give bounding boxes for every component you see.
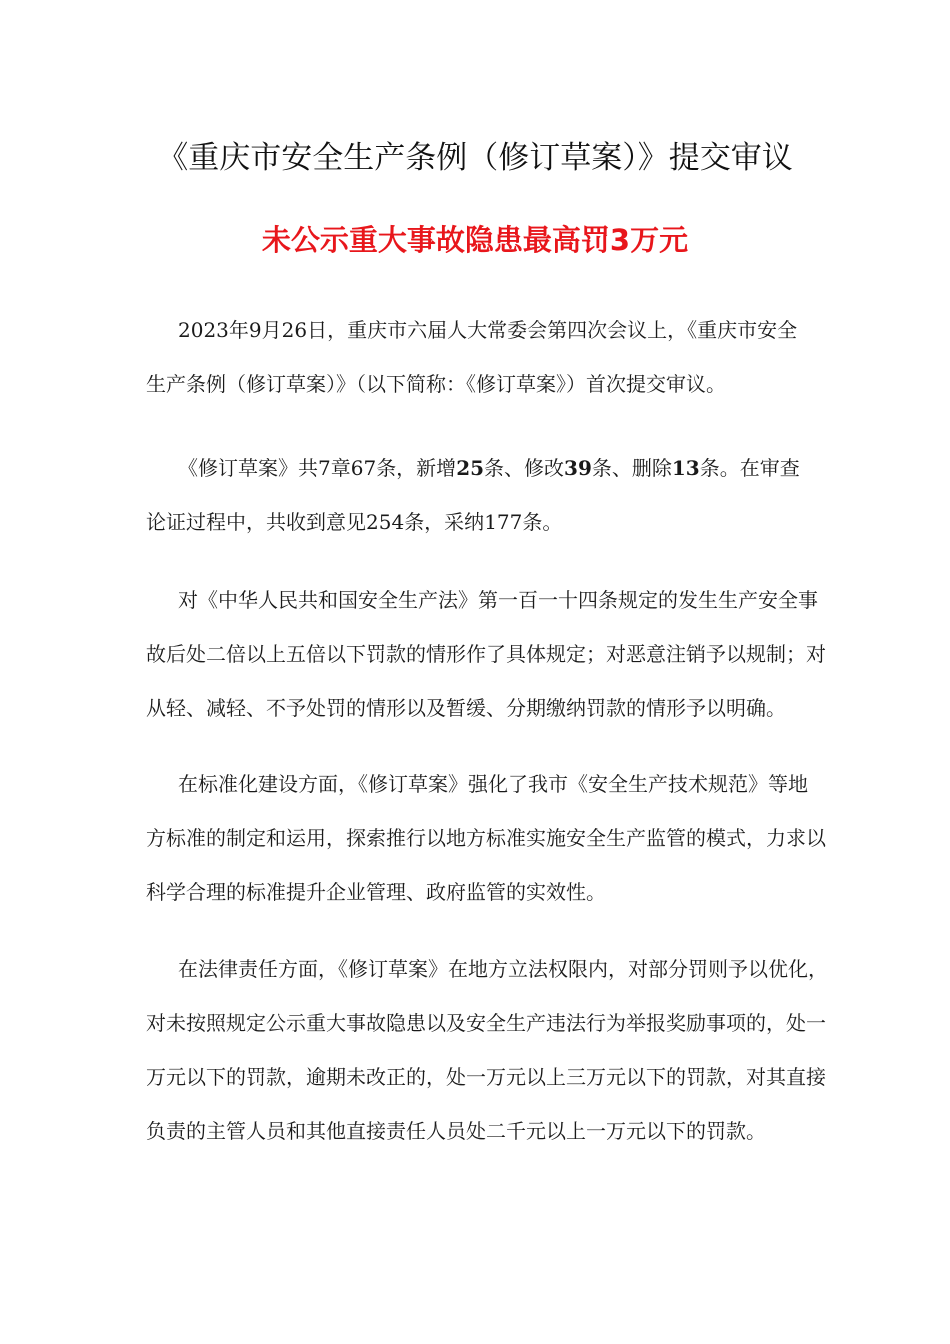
month-unit: 月 [261,318,282,342]
p2-seg-k: 条。在审查 [699,456,800,480]
p2-seg-n: 条，采纳 [404,510,485,534]
opinions-count: 254 [366,510,405,534]
paragraph-3 [146,573,826,735]
paragraph-1 [146,303,806,411]
paragraph-5-line-4: 负责的主管人员和其他直接责任人员处二千元以上一万元以下的罚款。 [146,1119,766,1143]
paragraph-1-line-1-rest: 日，重庆市六届人大常委会第四次会议上，《重庆市安全 [307,318,798,342]
paragraph-3-line-3: 从轻、减轻、不予处罚的情形以及暂缓、分期缴纳罚款的情形予以明确。 [146,696,786,720]
article-count: 67 [350,456,377,480]
paragraph-2 [146,441,806,549]
paragraph-4-line-3: 科学合理的标准提升企业管理、政府监管的实效性。 [146,880,606,904]
paragraph-3-line-1: 对《中华人民共和国安全生产法》第一百一十四条规定的发生生产安全事 [178,588,818,612]
p2-seg-c: 章 [330,456,351,480]
paragraph-4-line-1: 在标准化建设方面，《修订草案》强化了我市《安全生产技术规范》等地 [178,772,808,796]
day-number: 26 [281,318,308,342]
year-unit: 年 [228,318,249,342]
paragraph-5-line-1: 在法律责任方面，《修订草案》在地方立法权限内，对部分罚则予以优化， [178,957,828,981]
p2-seg-e: 条，新增 [376,456,457,480]
p2-seg-g: 条、修改 [484,456,565,480]
adopted-count: 177 [484,510,523,534]
paragraph-2-line-2 [146,495,806,549]
paragraph-4 [146,757,826,919]
added-count: 25 [456,456,485,480]
modified-count: 39 [564,456,592,480]
deleted-count: 13 [671,456,700,480]
document-subtitle: 未公示重大事故隐患最高罚3万元 [261,223,689,257]
p2-seg-i: 条、删除 [591,456,672,480]
paragraph-4-line-2: 方标准的制定和运用，探索推行以地方标准实施安全生产监管的模式，力求以 [146,826,826,850]
p2-seg-a: 《修订草案》共 [178,456,318,480]
paragraph-2-line-1 [146,441,806,495]
document-title: 《重庆市安全生产条例（修订草案）》提交审议 [157,140,793,176]
year-number: 2023 [178,318,229,342]
month-number: 9 [248,318,262,342]
paragraph-3-line-2: 故后处二倍以上五倍以下罚款的情形作了具体规定；对恶意注销予以规制；对 [146,642,826,666]
paragraph-5 [146,942,828,1158]
chapter-count: 7 [318,456,331,480]
p2-seg-p: 条。 [522,510,563,534]
paragraph-5-line-2: 对未按照规定公示重大事故隐患以及安全生产违法行为举报奖励事项的，处一 [146,1011,826,1035]
paragraph-1-line-1 [146,303,806,357]
paragraph-1-line-2-text: 生产条例（修订草案）》（以下简称：《修订草案》）首次提交审议。 [146,372,726,396]
paragraph-5-line-3: 万元以下的罚款，逾期未改正的，处一万元以上三万元以下的罚款，对其直接 [146,1065,826,1089]
p2-seg-l: 论证过程中，共收到意见 [146,510,366,534]
